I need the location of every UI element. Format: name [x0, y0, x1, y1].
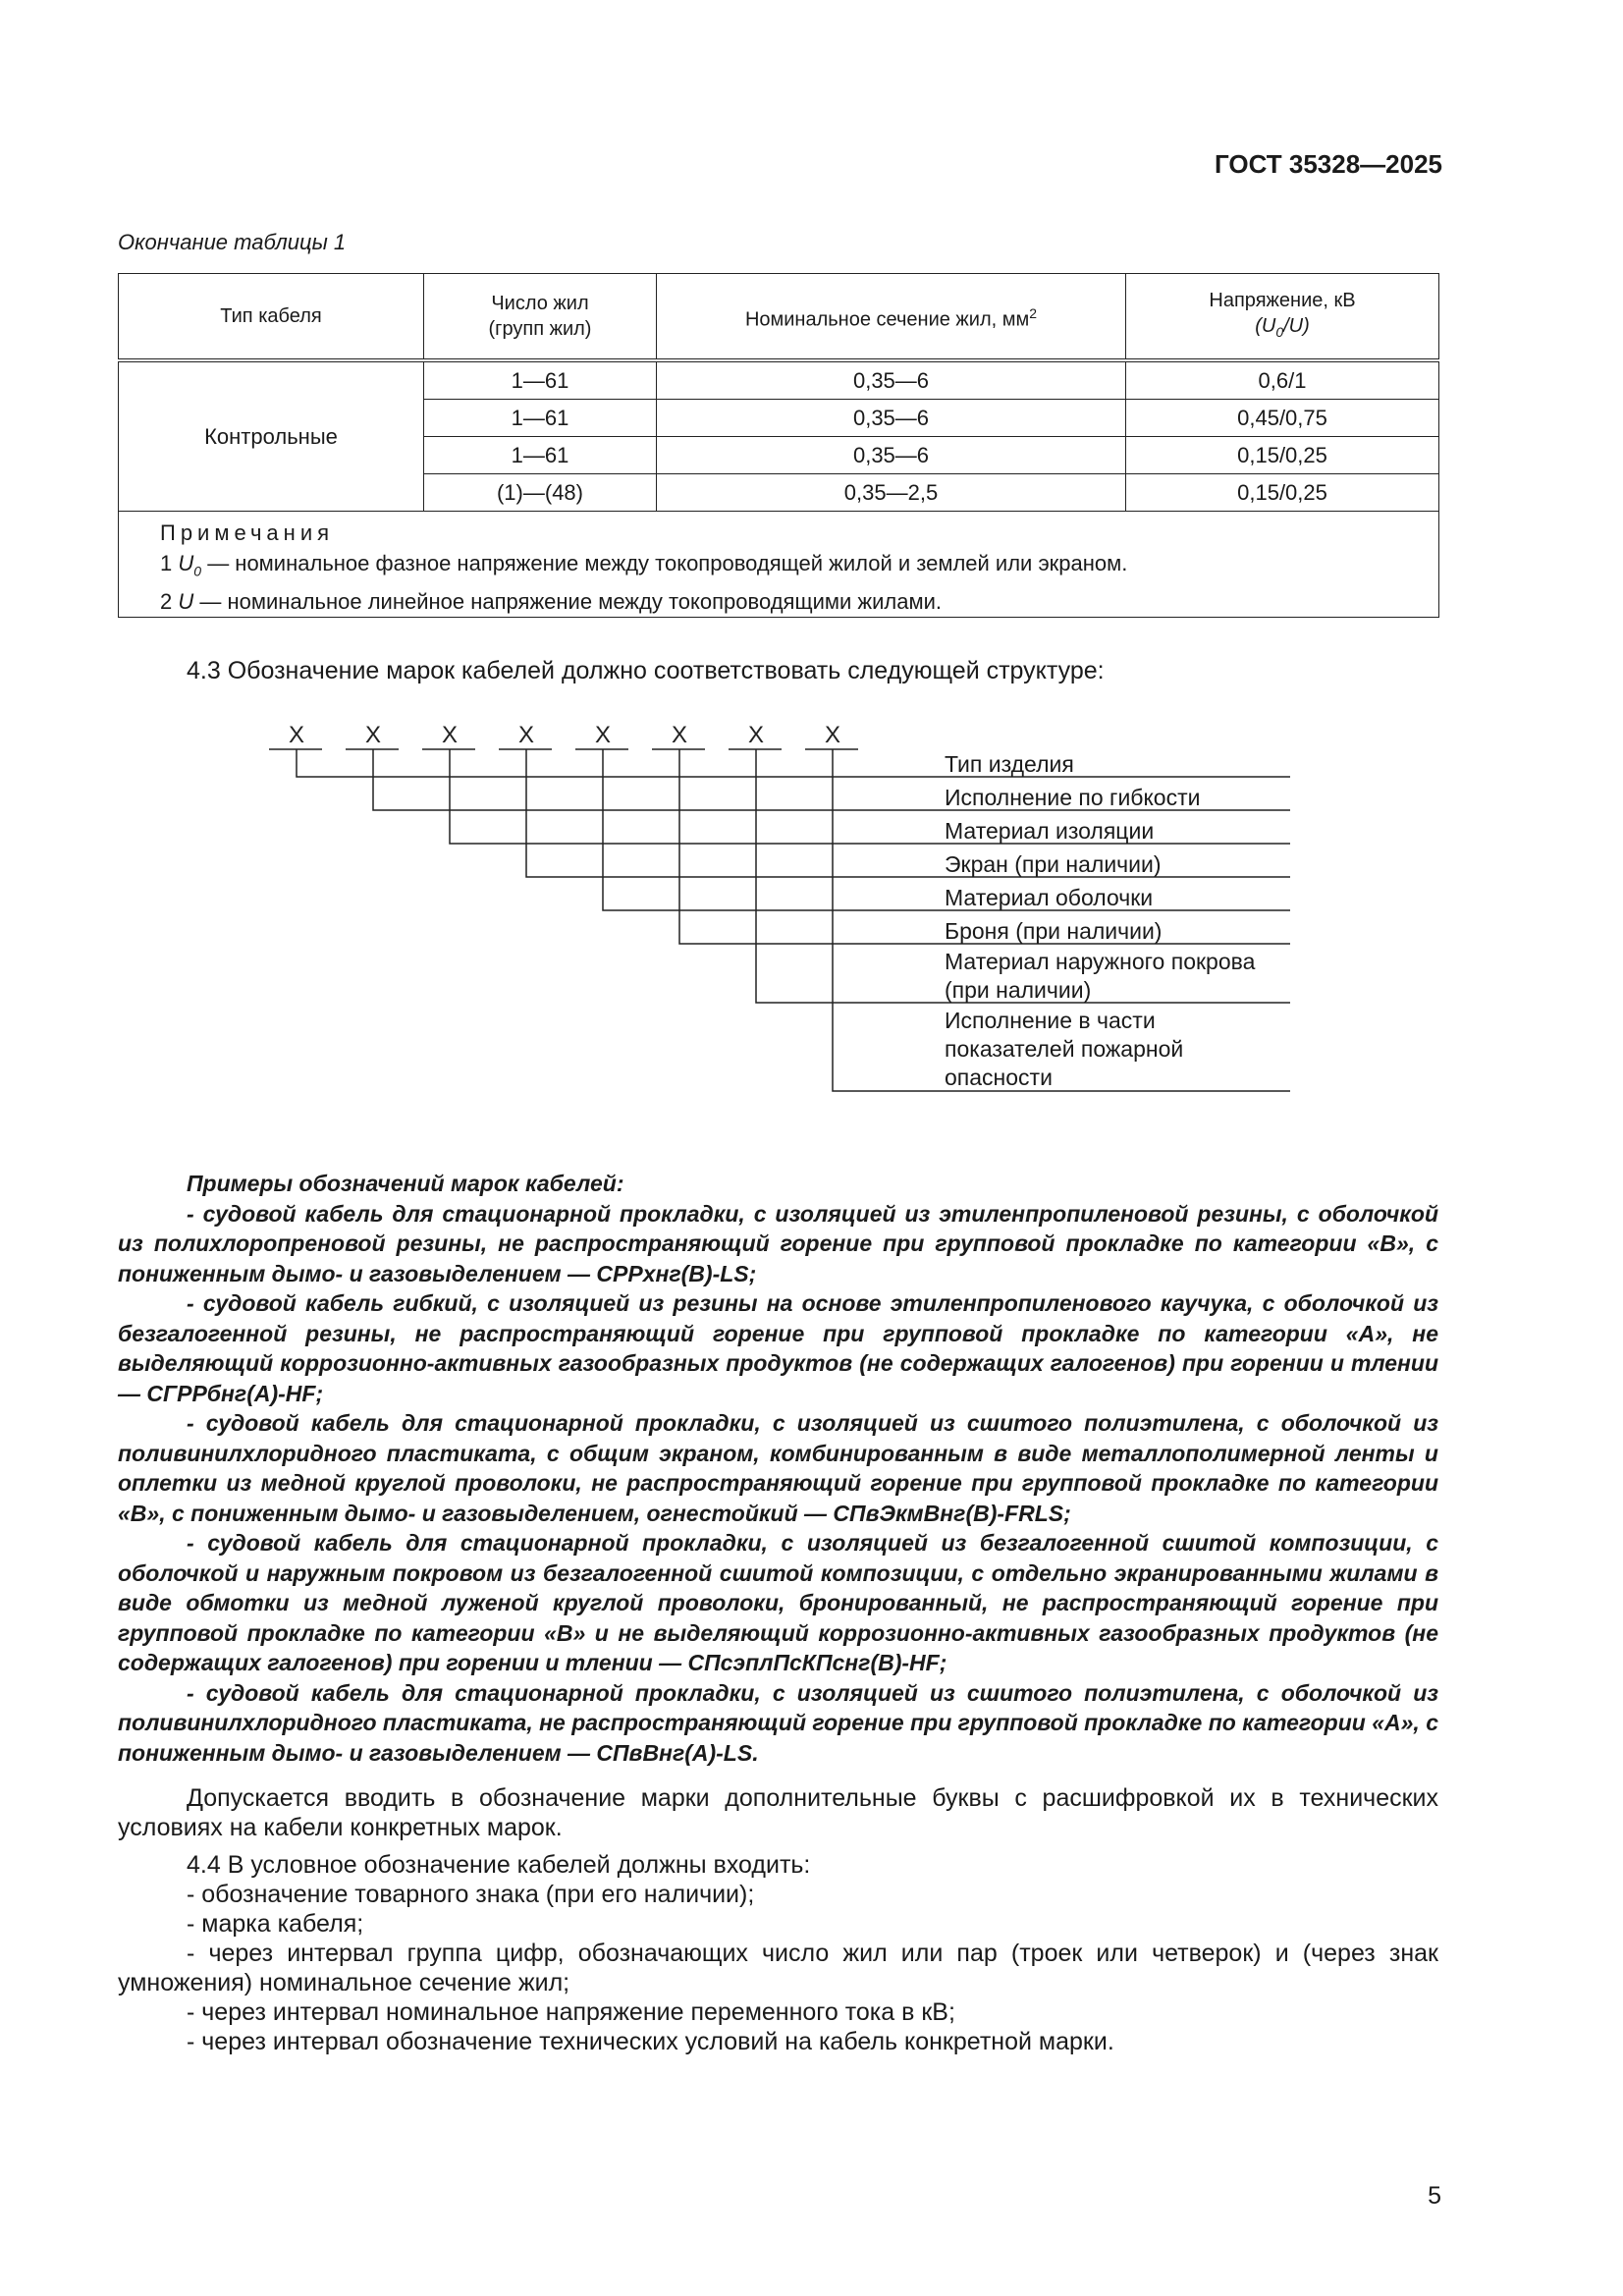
diagram-x-symbol: X: [824, 722, 841, 748]
diagram-x-symbol: X: [517, 722, 535, 748]
group-label-cell: Контрольные: [119, 360, 424, 512]
cell-voltage: 0,15/0,25: [1126, 437, 1439, 474]
list-item: - обозначение товарного знака (при его наличии);: [187, 1881, 755, 1908]
section-4-4-title: 4.4 В условное обозначение кабелей должны входить:: [187, 1851, 811, 1879]
diagram-x-symbol: X: [441, 722, 459, 748]
cell-cores: (1)—(48): [424, 474, 657, 512]
section-4-3-text: 4.3 Обозначение марок кабелей должно соответствовать следующей структуре:: [187, 657, 1105, 684]
cell-cores: 1—61: [424, 400, 657, 437]
diagram-label-flexibility: Исполнение по гибкости: [945, 785, 1201, 810]
diagram-label-product-type: Тип изделия: [945, 751, 1074, 777]
page-number: 5: [1428, 2182, 1441, 2210]
example-item: - судовой кабель гибкий, с изоляцией из резины на основе этиленпропиленового каучука, с оболочкой из безгалогенной резины, не распространяющий горение при групповой прокладке по категории «А», не выделяющий коррозионно-активных газообразных продуктов (не содержащих галогенов) при горении и тлении — СГРРбнг(А)-HF;: [118, 1290, 1438, 1406]
list-item: - марка кабеля;: [187, 1910, 364, 1938]
note-1: 1 $U_0$ — номинальное фазное напряжение между токопроводящей жилой и землей или экраном.: [160, 551, 1128, 579]
diagram-x-symbol: X: [594, 722, 612, 748]
col-header-type: Тип кабеля: [119, 274, 424, 361]
diagram-label-fire-safety: Исполнение в части показателей пожарной опасности: [945, 1008, 1184, 1090]
cell-section: 0,35—2,5: [657, 474, 1126, 512]
col-header-voltage: Напряжение, кВ $(U_0/U)$: [1126, 274, 1439, 361]
table-caption: Окончание таблицы 1: [118, 230, 347, 254]
list-item: - через интервал обозначение технических условий на кабель конкретной марки.: [187, 2028, 1114, 2055]
diagram-label-armour: Броня (при наличии): [945, 918, 1163, 944]
col-header-cores: Число жил (групп жил): [424, 274, 657, 361]
cell-section: 0,35—6: [657, 360, 1126, 400]
cable-structure-diagram: [0, 0, 1623, 1139]
diagram-label-insulation: Материал изоляции: [945, 818, 1155, 844]
cell-section: 0,35—6: [657, 437, 1126, 474]
cell-cores: 1—61: [424, 360, 657, 400]
note-2: 2 U — номинальное линейное напряжение между токопроводящими жилами.: [160, 589, 942, 615]
cell-voltage: 0,45/0,75: [1126, 400, 1439, 437]
example-item: - судовой кабель для стационарной прокладки, с изоляцией из этиленпропиленовой резины, с оболочкой из полихлоропреновой резины, не распространяющий горение при групповой прокладке по категории «В», с пониженным дымо- и газовыделением — СРРхнг(В)-LS;: [118, 1200, 1438, 1286]
examples-block: [118, 1169, 1438, 1768]
cell-cores: 1—61: [424, 437, 657, 474]
list-item: - через интервал группа цифр, обозначающих число жил или пар (троек или четверок) и (через знак умножения) номинальное сечение жил;: [118, 1940, 1438, 1996]
notes-title: Примечания: [160, 520, 335, 545]
diagram-x-symbol: X: [671, 722, 688, 748]
example-item: - судовой кабель для стационарной прокладки, с изоляцией из безгалогенной сшитой композиции, с оболочкой и наружным покровом из безгалогенной сшитой композиции, с отдельно экранированными жилами в виде обмотки из медной луженой круглой проволоки, бронированный, не распространяющий горение при групповой прокладке по категории «В» и не выделяющий коррозионно-активных газообразных продуктов (не содержащих галогенов) при горении и тлении — СПсэплПсКПснг(В)-HF;: [118, 1530, 1438, 1675]
additional-letters-paragraph: Допускается вводить в обозначение марки дополнительные буквы с расшифровкой их в технических условиях на кабели конкретных марок.: [118, 1784, 1438, 1841]
document-code: ГОСТ 35328—2025: [1215, 149, 1442, 179]
list-item: - через интервал номинальное напряжение переменного тока в кВ;: [187, 1998, 955, 2026]
cell-voltage: 0,15/0,25: [1126, 474, 1439, 512]
cell-section: 0,35—6: [657, 400, 1126, 437]
cell-voltage: 0,6/1: [1126, 360, 1439, 400]
diagram-x-symbol: X: [288, 722, 305, 748]
example-item: - судовой кабель для стационарной прокладки, с изоляцией из сшитого полиэтилена, с оболочкой из поливинилхлоридного пластиката, не распространяющий горение при групповой прокладке по категории «А», с пониженным дымо- и газовыделением — СПвВнг(А)-LS.: [118, 1679, 1438, 1766]
diagram-label-sheath: Материал оболочки: [945, 885, 1154, 910]
diagram-label-outer-cover: Материал наружного покрова (при наличии): [945, 949, 1256, 1003]
diagram-x-symbol: X: [364, 722, 382, 748]
example-item: - судовой кабель для стационарной прокладки, с изоляцией из сшитого полиэтилена, с оболочкой из поливинилхлоридного пластиката, с общим экраном, комбинированным в виде металлополимерной ленты и оплетки из медной круглой проволоки, не распространяющий горение при групповой прокладке по категории «В», с пониженным дымо- и газовыделением, огнестойкий — СПвЭкмВнг(В)-FRLS;: [118, 1410, 1438, 1526]
section-4-4: [118, 1850, 1438, 2056]
diagram-label-screen: Экран (при наличии): [945, 851, 1162, 877]
col-header-section: Номинальное сечение жил, $мм^2$: [657, 274, 1126, 361]
diagram-x-symbol: X: [747, 722, 765, 748]
examples-title: Примеры обозначений марок кабелей:: [187, 1171, 624, 1196]
